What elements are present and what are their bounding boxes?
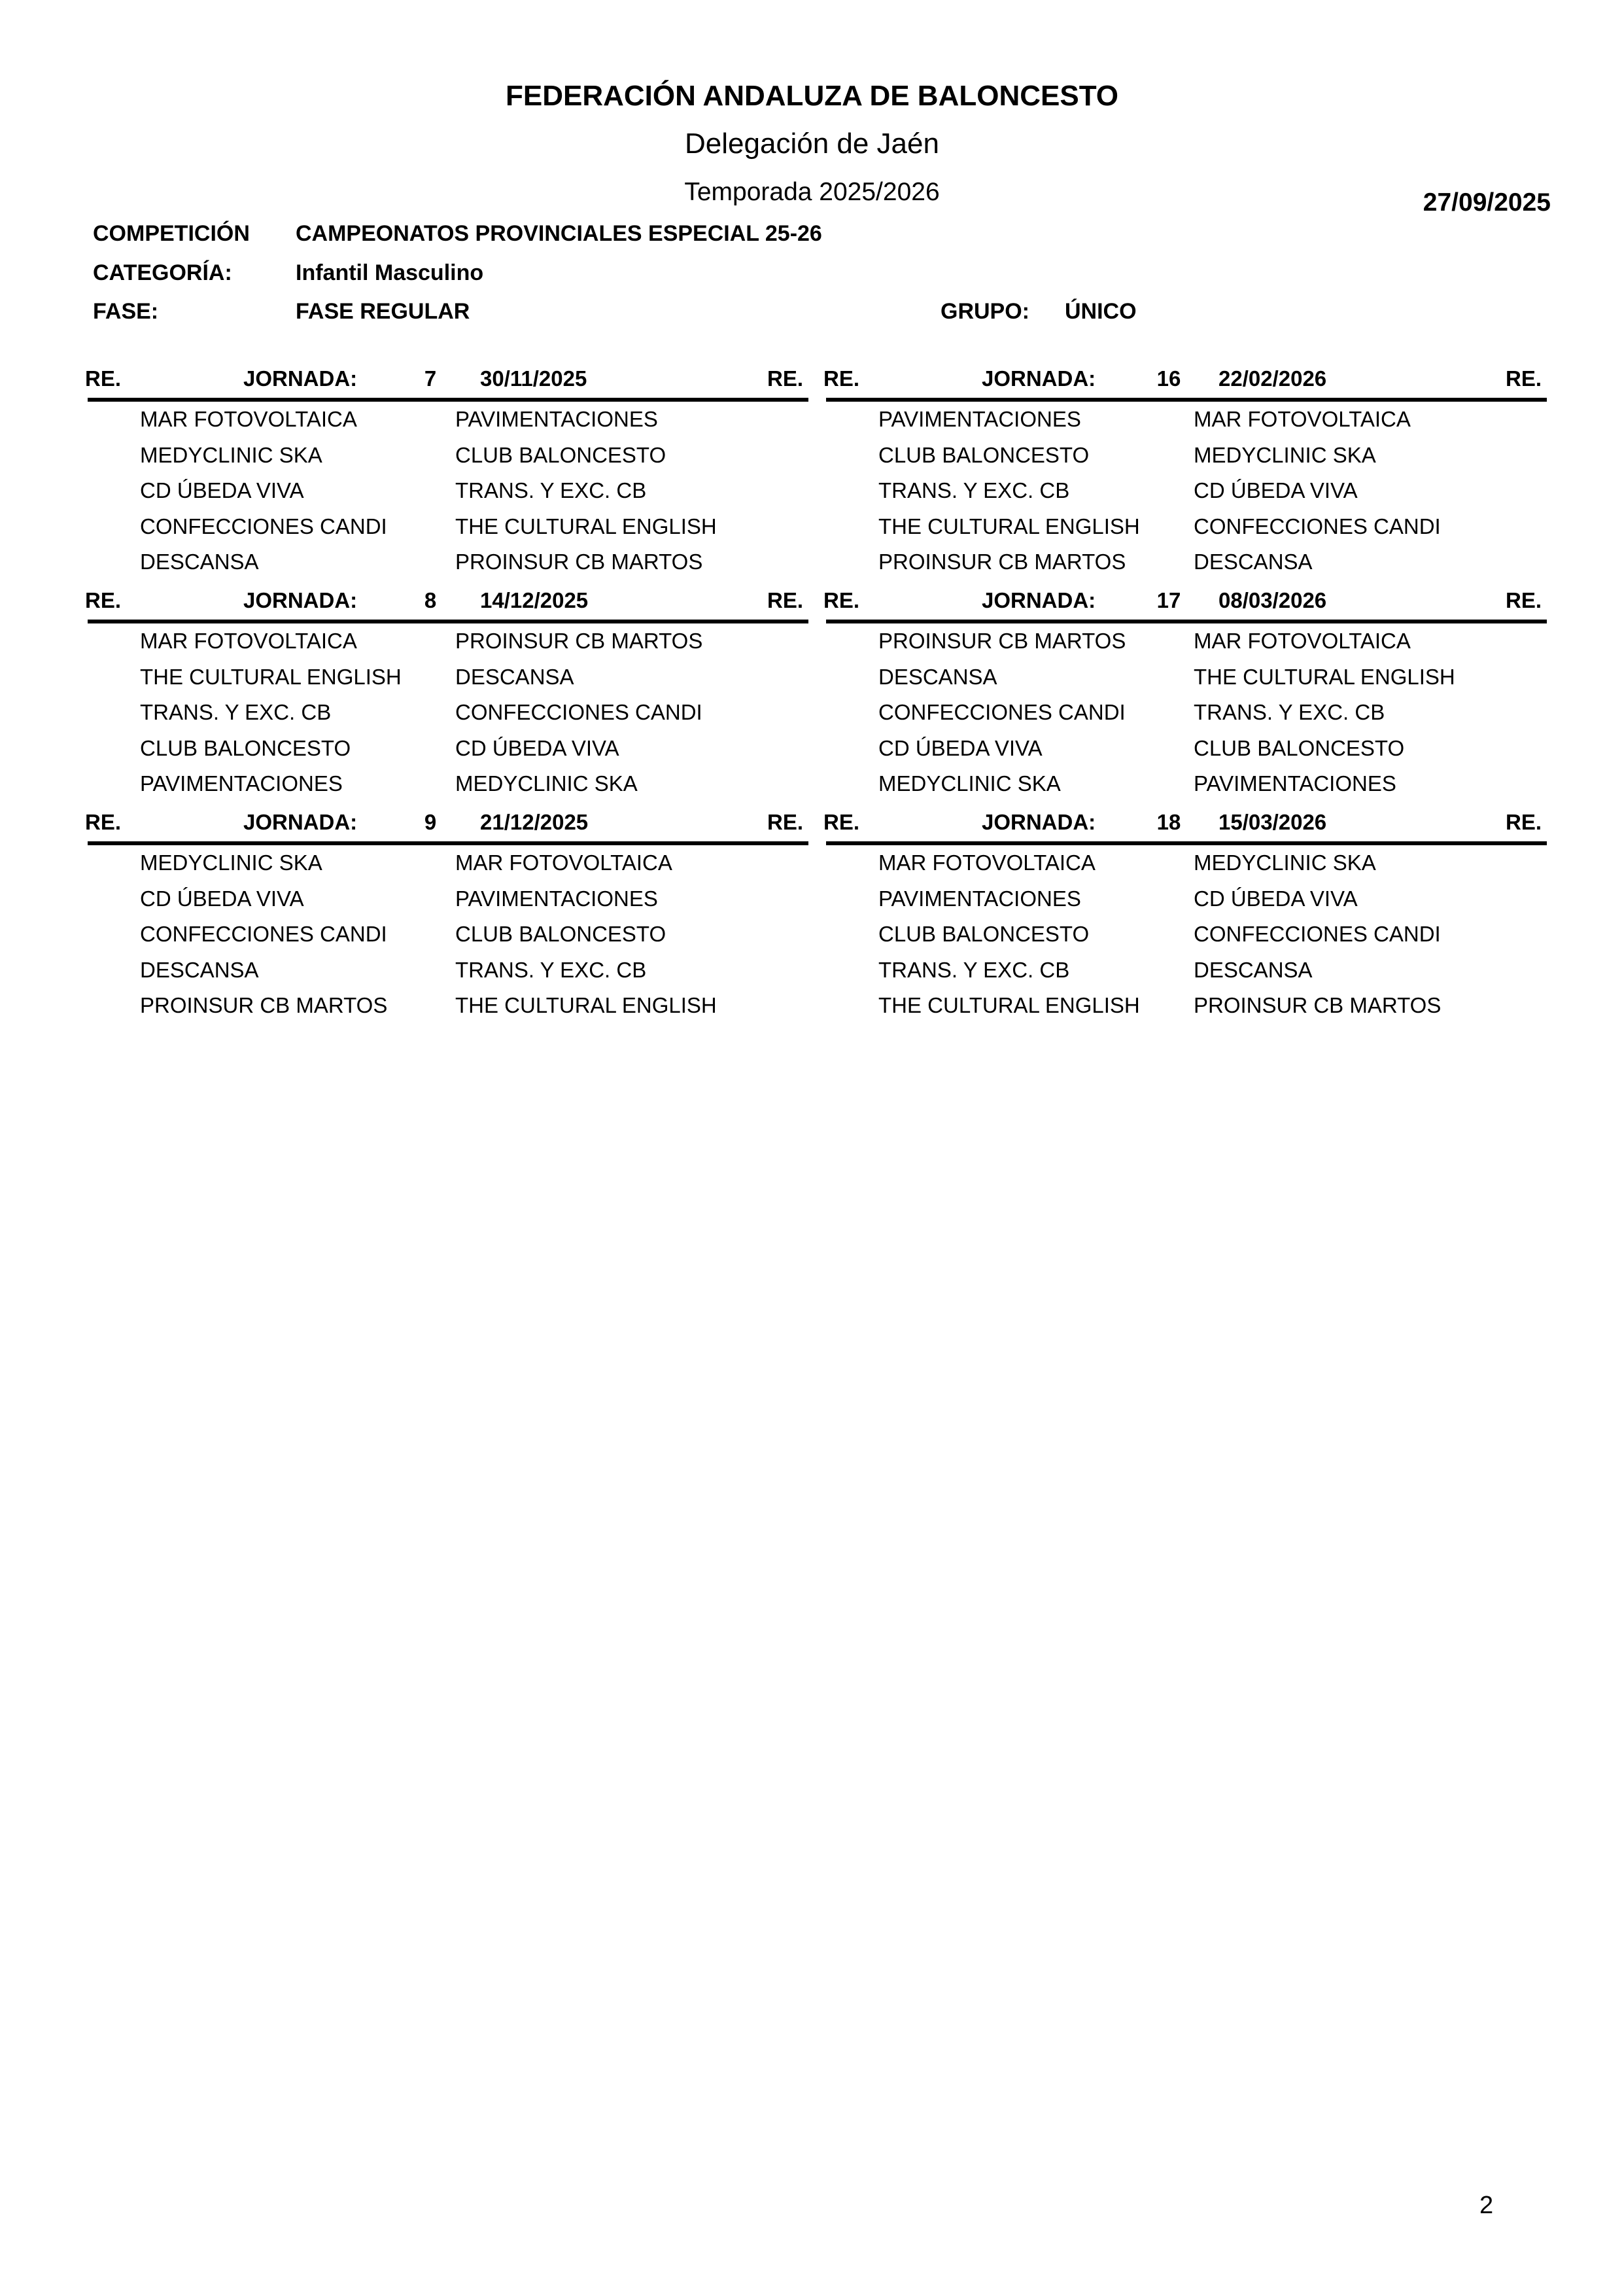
home-team: PAVIMENTACIONES bbox=[140, 771, 343, 796]
round-block bbox=[823, 582, 1547, 802]
round-number: 16 bbox=[1156, 366, 1181, 391]
away-team: CD ÚBEDA VIVA bbox=[1194, 886, 1358, 911]
match-row bbox=[826, 544, 1547, 580]
home-team: THE CULTURAL ENGLISH bbox=[140, 664, 402, 689]
home-team: TRANS. Y EXC. CB bbox=[140, 700, 332, 724]
match-row bbox=[88, 438, 808, 474]
home-team: THE CULTURAL ENGLISH bbox=[878, 993, 1140, 1017]
away-team: MEDYCLINIC SKA bbox=[1194, 442, 1376, 467]
phase-value: FASE REGULAR bbox=[296, 299, 470, 324]
re-label: RE. bbox=[1505, 810, 1542, 834]
home-team: CD ÚBEDA VIVA bbox=[140, 886, 304, 911]
round-number: 7 bbox=[424, 366, 437, 391]
category-value: Infantil Masculino bbox=[296, 260, 484, 285]
home-team: CLUB BALONCESTO bbox=[878, 922, 1090, 946]
away-team: PROINSUR CB MARTOS bbox=[455, 629, 703, 653]
round-header bbox=[823, 360, 1547, 402]
away-team: PROINSUR CB MARTOS bbox=[455, 550, 703, 574]
re-label: RE. bbox=[767, 810, 803, 834]
federation-title: FEDERACIÓN ANDALUZA DE BALONCESTO bbox=[505, 80, 1119, 112]
match-row bbox=[826, 953, 1547, 989]
home-team: CONFECCIONES CANDI bbox=[140, 514, 387, 538]
round-block bbox=[823, 360, 1547, 580]
match-row bbox=[88, 845, 808, 881]
match-row bbox=[88, 623, 808, 659]
re-label: RE. bbox=[85, 588, 122, 612]
round-block bbox=[85, 360, 808, 580]
re-label: RE. bbox=[823, 810, 860, 834]
group-value: ÚNICO bbox=[1065, 299, 1137, 324]
phase-label: FASE: bbox=[93, 299, 159, 324]
home-team: CONFECCIONES CANDI bbox=[878, 700, 1126, 724]
season-label: Temporada 2025/2026 bbox=[684, 178, 940, 206]
home-team: DESCANSA bbox=[878, 664, 997, 689]
match-row bbox=[826, 438, 1547, 474]
competition-value: CAMPEONATOS PROVINCIALES ESPECIAL 25-26 bbox=[296, 221, 822, 246]
match-row bbox=[88, 695, 808, 731]
away-team: MEDYCLINIC SKA bbox=[455, 771, 638, 796]
away-team: CONFECCIONES CANDI bbox=[1194, 922, 1441, 946]
round-header bbox=[85, 582, 808, 623]
jornada-label: JORNADA: bbox=[982, 366, 1096, 391]
round-header bbox=[85, 803, 808, 845]
away-team: CD ÚBEDA VIVA bbox=[1194, 478, 1358, 502]
home-team: CLUB BALONCESTO bbox=[140, 735, 351, 760]
away-team: PAVIMENTACIONES bbox=[455, 886, 658, 911]
match-row bbox=[88, 953, 808, 989]
page-number: 2 bbox=[1479, 2192, 1494, 2219]
re-label: RE. bbox=[85, 810, 122, 834]
round-date: 22/02/2026 bbox=[1218, 366, 1327, 391]
match-row bbox=[88, 766, 808, 802]
away-team: CLUB BALONCESTO bbox=[455, 922, 666, 946]
away-team: PROINSUR CB MARTOS bbox=[1194, 993, 1442, 1017]
home-team: CONFECCIONES CANDI bbox=[140, 922, 387, 946]
home-team: CD ÚBEDA VIVA bbox=[140, 478, 304, 502]
home-team: MEDYCLINIC SKA bbox=[878, 771, 1061, 796]
document-date: 27/09/2025 bbox=[1423, 188, 1551, 217]
jornada-label: JORNADA: bbox=[243, 810, 358, 834]
match-row bbox=[88, 659, 808, 695]
round-date: 08/03/2026 bbox=[1218, 588, 1327, 612]
match-row bbox=[826, 731, 1547, 767]
round-number: 18 bbox=[1156, 810, 1181, 834]
round-date: 14/12/2025 bbox=[480, 588, 589, 612]
home-team: TRANS. Y EXC. CB bbox=[878, 957, 1070, 982]
match-row bbox=[826, 917, 1547, 953]
round-header bbox=[823, 582, 1547, 623]
match-row bbox=[826, 402, 1547, 438]
home-team: DESCANSA bbox=[140, 957, 259, 982]
round-block bbox=[85, 803, 808, 1024]
match-row bbox=[88, 402, 808, 438]
round-header bbox=[85, 360, 808, 402]
match-row bbox=[826, 845, 1547, 881]
re-label: RE. bbox=[823, 588, 860, 612]
away-team: MAR FOTOVOLTAICA bbox=[1194, 407, 1411, 431]
round-date: 15/03/2026 bbox=[1218, 810, 1327, 834]
round-number: 8 bbox=[424, 588, 437, 612]
away-team: TRANS. Y EXC. CB bbox=[1194, 700, 1385, 724]
round-block bbox=[823, 803, 1547, 1024]
match-row bbox=[826, 659, 1547, 695]
home-team: DESCANSA bbox=[140, 550, 259, 574]
match-row bbox=[826, 509, 1547, 545]
away-team: TRANS. Y EXC. CB bbox=[455, 957, 647, 982]
re-label: RE. bbox=[823, 366, 860, 391]
home-team: CLUB BALONCESTO bbox=[878, 442, 1090, 467]
match-row bbox=[88, 731, 808, 767]
jornada-label: JORNADA: bbox=[243, 588, 358, 612]
away-team: DESCANSA bbox=[455, 664, 574, 689]
away-team: MEDYCLINIC SKA bbox=[1194, 850, 1376, 875]
away-team: THE CULTURAL ENGLISH bbox=[455, 993, 717, 1017]
home-team: MAR FOTOVOLTAICA bbox=[140, 407, 357, 431]
away-team: PAVIMENTACIONES bbox=[1194, 771, 1396, 796]
match-row bbox=[88, 544, 808, 580]
home-team: PROINSUR CB MARTOS bbox=[140, 993, 388, 1017]
away-team: PAVIMENTACIONES bbox=[455, 407, 658, 431]
home-team: MAR FOTOVOLTAICA bbox=[140, 629, 357, 653]
match-row bbox=[88, 473, 808, 509]
home-team: PAVIMENTACIONES bbox=[878, 886, 1081, 911]
match-row bbox=[88, 917, 808, 953]
away-team: THE CULTURAL ENGLISH bbox=[455, 514, 717, 538]
round-date: 21/12/2025 bbox=[480, 810, 589, 834]
match-row bbox=[826, 695, 1547, 731]
away-team: CLUB BALONCESTO bbox=[455, 442, 666, 467]
away-team: TRANS. Y EXC. CB bbox=[455, 478, 647, 502]
match-row bbox=[826, 623, 1547, 659]
re-label: RE. bbox=[1505, 588, 1542, 612]
away-team: CONFECCIONES CANDI bbox=[455, 700, 702, 724]
away-team: CONFECCIONES CANDI bbox=[1194, 514, 1441, 538]
match-row bbox=[826, 881, 1547, 917]
re-label: RE. bbox=[85, 366, 122, 391]
away-team: CLUB BALONCESTO bbox=[1194, 735, 1405, 760]
round-number: 17 bbox=[1156, 588, 1181, 612]
home-team: PROINSUR CB MARTOS bbox=[878, 629, 1126, 653]
away-team: CD ÚBEDA VIVA bbox=[455, 735, 619, 760]
re-label: RE. bbox=[1505, 366, 1542, 391]
round-number: 9 bbox=[424, 810, 437, 834]
home-team: TRANS. Y EXC. CB bbox=[878, 478, 1070, 502]
group-label: GRUPO: bbox=[941, 299, 1029, 324]
category-label: CATEGORÍA: bbox=[93, 260, 232, 285]
round-block bbox=[85, 582, 808, 802]
jornada-label: JORNADA: bbox=[982, 810, 1096, 834]
jornada-label: JORNADA: bbox=[982, 588, 1096, 612]
re-label: RE. bbox=[767, 366, 803, 391]
match-row bbox=[826, 988, 1547, 1024]
competition-label: COMPETICIÓN bbox=[93, 221, 250, 246]
away-team: DESCANSA bbox=[1194, 957, 1313, 982]
jornada-label: JORNADA: bbox=[243, 366, 358, 391]
home-team: MAR FOTOVOLTAICA bbox=[878, 850, 1096, 875]
home-team: MEDYCLINIC SKA bbox=[140, 442, 322, 467]
round-date: 30/11/2025 bbox=[480, 366, 587, 391]
re-label: RE. bbox=[767, 588, 803, 612]
home-team: MEDYCLINIC SKA bbox=[140, 850, 322, 875]
away-team: MAR FOTOVOLTAICA bbox=[455, 850, 672, 875]
home-team: THE CULTURAL ENGLISH bbox=[878, 514, 1140, 538]
match-row bbox=[88, 509, 808, 545]
match-row bbox=[826, 766, 1547, 802]
away-team: DESCANSA bbox=[1194, 550, 1313, 574]
home-team: CD ÚBEDA VIVA bbox=[878, 735, 1043, 760]
round-header bbox=[823, 803, 1547, 845]
away-team: MAR FOTOVOLTAICA bbox=[1194, 629, 1411, 653]
match-row bbox=[826, 473, 1547, 509]
home-team: PROINSUR CB MARTOS bbox=[878, 550, 1126, 574]
home-team: PAVIMENTACIONES bbox=[878, 407, 1081, 431]
match-row bbox=[88, 881, 808, 917]
delegation-subtitle: Delegación de Jaén bbox=[685, 128, 939, 160]
match-row bbox=[88, 988, 808, 1024]
away-team: THE CULTURAL ENGLISH bbox=[1194, 664, 1455, 689]
